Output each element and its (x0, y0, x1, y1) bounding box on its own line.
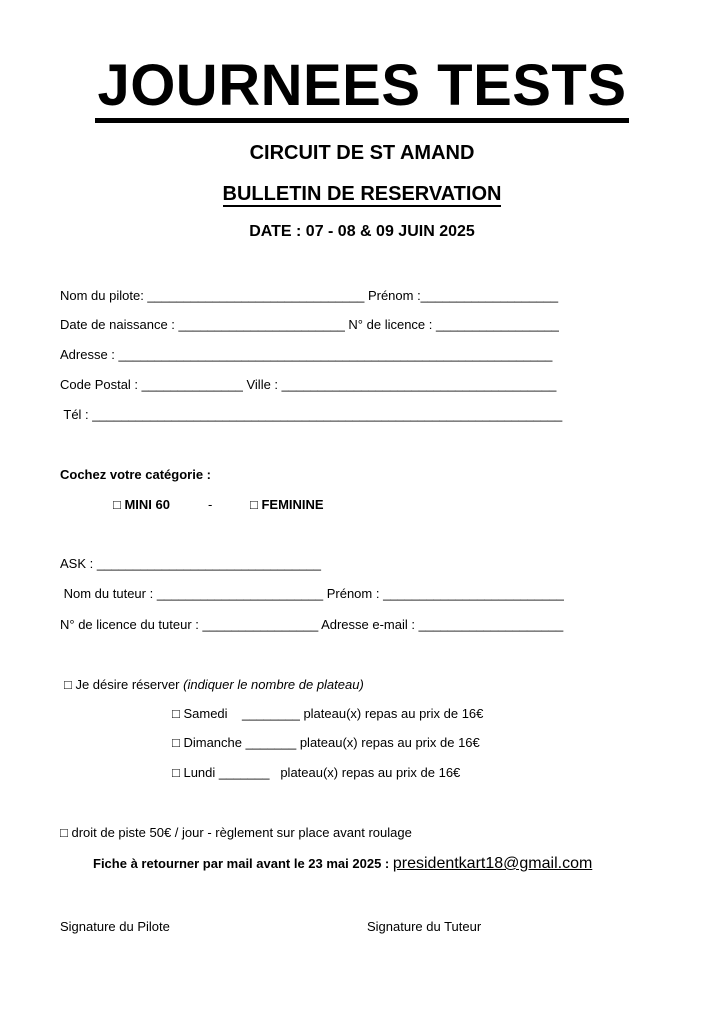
category-separator: - (208, 497, 213, 512)
birth-license-field[interactable]: Date de naissance : _______________________ N° de licence : _________________ (60, 317, 559, 332)
circuit-subtitle: CIRCUIT DE ST AMAND (249, 142, 475, 164)
reserve-checkbox[interactable] (64, 677, 364, 692)
tutor-license-email-field[interactable]: N° de licence du tuteur : ________________ Adresse e-mail : ____________________ (60, 617, 564, 632)
phone-field[interactable]: Tél : _________________________________________________________________ (60, 407, 563, 422)
category-option-feminine[interactable]: □ FEMININE (250, 497, 324, 512)
reserve-day-dimanche[interactable]: □ Dimanche _______ plateau(x) repas au prix de 16€ (172, 735, 480, 750)
form-title: BULLETIN DE RESERVATION (222, 183, 502, 205)
reserve-note: (indiquer le nombre de plateau) (183, 677, 364, 692)
category-option-mini60[interactable]: □ MINI 60 (113, 497, 170, 512)
category-heading: Cochez votre catégorie : (60, 467, 211, 482)
postal-city-field[interactable]: Code Postal : ______________ Ville : ______________________________________ (60, 377, 557, 392)
reserve-day-samedi[interactable]: □ Samedi ________ plateau(x) repas au prix de 16€ (172, 706, 484, 721)
reserve-day-lundi[interactable]: □ Lundi _______ plateau(x) repas au prix de 16€ (172, 765, 461, 780)
email-link[interactable]: presidentkart18@gmail.com (392, 855, 593, 872)
reserve-label: □ Je désire réserver (64, 677, 184, 692)
event-date: DATE : 07 - 08 & 09 JUIN 2025 (249, 223, 475, 240)
signature-pilot: Signature du Pilote (60, 919, 170, 934)
return-note: Fiche à retourner par mail avant le 23 mai 2025 : presidentkart18@gmail.com (93, 855, 593, 872)
pilot-name-field[interactable]: Nom du pilote: ______________________________ Prénom :___________________ (60, 288, 559, 303)
tutor-name-field[interactable]: Nom du tuteur : _______________________ Prénom : _________________________ (60, 586, 564, 601)
ask-field[interactable]: ASK : _______________________________ (60, 556, 321, 571)
page-title: JOURNEES TESTS (0, 52, 724, 123)
address-field[interactable]: Adresse : ____________________________________________________________ (60, 347, 553, 362)
signature-tutor: Signature du Tuteur (367, 919, 482, 934)
track-fee-checkbox[interactable]: □ droit de piste 50€ / jour - règlement sur place avant roulage (60, 825, 412, 840)
